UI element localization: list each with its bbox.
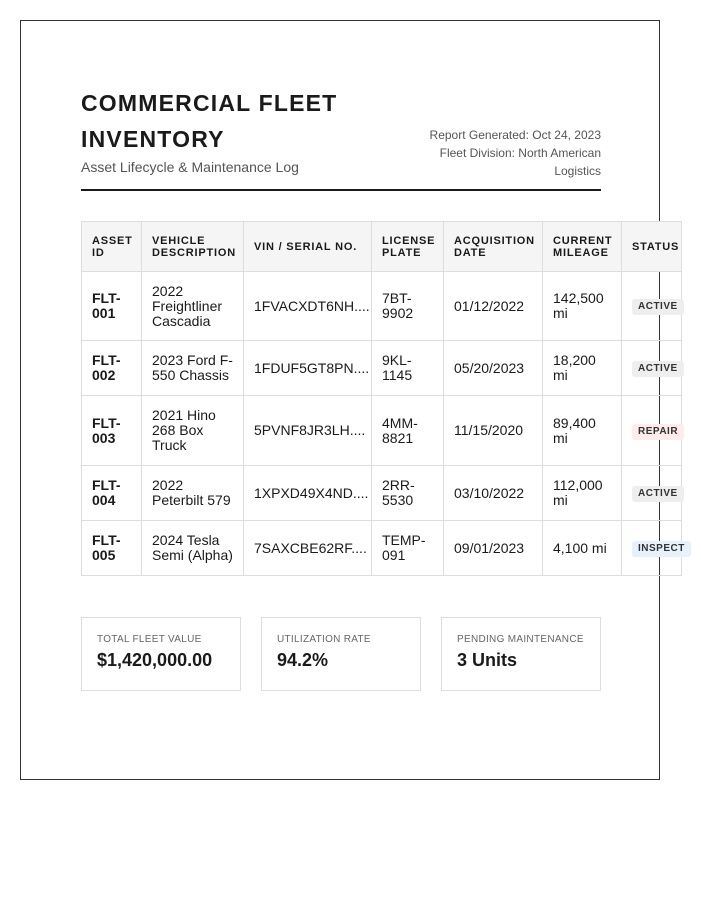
summary-card-pending-maintenance bbox=[441, 617, 601, 691]
status-cell bbox=[622, 396, 682, 466]
acquisition-date-cell: 09/01/2023 bbox=[444, 521, 543, 576]
summary-card-total-fleet-value bbox=[81, 617, 241, 691]
mileage-cell: 4,100 mi bbox=[543, 521, 622, 576]
vehicle-description-cell: 2022 Peterbilt 579 bbox=[142, 466, 244, 521]
fleet-table-container bbox=[81, 221, 701, 576]
fleet-division: Fleet Division: North American Logistics bbox=[439, 146, 601, 178]
report-generated-date: Report Generated: Oct 24, 2023 bbox=[429, 128, 601, 142]
summary-value: 3 Units bbox=[457, 650, 518, 670]
column-header-vehicle-description: VEHICLE DESCRIPTION bbox=[142, 222, 244, 272]
vin-cell: 5PVNF8JR3LH.... bbox=[244, 396, 372, 466]
status-cell bbox=[622, 272, 682, 341]
column-header-asset-id: ASSET ID bbox=[82, 222, 142, 272]
summary-label: TOTAL FLEET VALUE bbox=[97, 634, 202, 645]
status-badge: ACTIVE bbox=[632, 486, 684, 502]
summary-label: UTILIZATION RATE bbox=[277, 634, 371, 645]
table-header-row bbox=[82, 222, 682, 272]
status-cell bbox=[622, 341, 682, 396]
vehicle-description-cell: 2021 Hino 268 Box Truck bbox=[142, 396, 244, 466]
column-header-status: STATUS bbox=[622, 222, 682, 272]
report-title: COMMERCIAL FLEET INVENTORY bbox=[81, 90, 338, 152]
vehicle-description-cell: 2022 Freightliner Cascadia bbox=[142, 272, 244, 341]
status-badge: ACTIVE bbox=[632, 299, 684, 315]
summary-value: $1,420,000.00 bbox=[97, 650, 213, 670]
table-row bbox=[82, 396, 682, 466]
asset-id-cell: FLT-002 bbox=[82, 341, 142, 396]
acquisition-date-cell: 01/12/2022 bbox=[444, 272, 543, 341]
column-header-acquisition-date: ACQUISITION DATE bbox=[444, 222, 543, 272]
vin-cell: 1FVACXDT6NH.... bbox=[244, 272, 372, 341]
report-page bbox=[20, 20, 685, 780]
status-cell bbox=[622, 466, 682, 521]
summary-label: PENDING MAINTENANCE bbox=[457, 634, 584, 645]
status-badge: REPAIR bbox=[632, 424, 684, 440]
column-header-license-plate: LICENSE PLATE bbox=[372, 222, 444, 272]
mileage-cell: 142,500 mi bbox=[543, 272, 622, 341]
license-plate-cell: TEMP-091 bbox=[372, 521, 444, 576]
mileage-cell: 89,400 mi bbox=[543, 396, 622, 466]
fleet-inventory-table bbox=[81, 221, 685, 576]
asset-id-cell: FLT-004 bbox=[82, 466, 142, 521]
summary-card-utilization-rate bbox=[261, 617, 421, 691]
summary-value: 94.2% bbox=[277, 650, 329, 670]
table-row bbox=[82, 341, 682, 396]
status-badge: ACTIVE bbox=[632, 361, 684, 377]
license-plate-cell: 2RR-5530 bbox=[372, 466, 444, 521]
vin-cell: 1XPXD49X4ND.... bbox=[244, 466, 372, 521]
table-row bbox=[82, 521, 682, 576]
report-subtitle: Asset Lifecycle & Maintenance Log bbox=[81, 159, 299, 175]
asset-id-cell: FLT-001 bbox=[82, 272, 142, 341]
report-meta bbox=[401, 126, 601, 180]
acquisition-date-cell: 05/20/2023 bbox=[444, 341, 543, 396]
status-badge: INSPECT bbox=[632, 541, 691, 557]
asset-id-cell: FLT-005 bbox=[82, 521, 142, 576]
mileage-cell: 18,200 mi bbox=[543, 341, 622, 396]
table-row bbox=[82, 272, 682, 341]
license-plate-cell: 4MM-8821 bbox=[372, 396, 444, 466]
acquisition-date-cell: 03/10/2022 bbox=[444, 466, 543, 521]
column-header-vin: VIN / SERIAL NO. bbox=[244, 222, 372, 272]
asset-id-cell: FLT-003 bbox=[82, 396, 142, 466]
vin-cell: 1FDUF5GT8PN.... bbox=[244, 341, 372, 396]
license-plate-cell: 7BT-9902 bbox=[372, 272, 444, 341]
mileage-cell: 112,000 mi bbox=[543, 466, 622, 521]
vehicle-description-cell: 2024 Tesla Semi (Alpha) bbox=[142, 521, 244, 576]
license-plate-cell: 9KL-1145 bbox=[372, 341, 444, 396]
table-row bbox=[82, 466, 682, 521]
column-header-current-mileage: CURRENT MILEAGE bbox=[543, 222, 622, 272]
report-header bbox=[81, 83, 601, 191]
status-cell bbox=[622, 521, 685, 576]
acquisition-date-cell: 11/15/2020 bbox=[444, 396, 543, 466]
vin-cell: 7SAXCBE62RF.... bbox=[244, 521, 372, 576]
vehicle-description-cell: 2023 Ford F-550 Chassis bbox=[142, 341, 244, 396]
